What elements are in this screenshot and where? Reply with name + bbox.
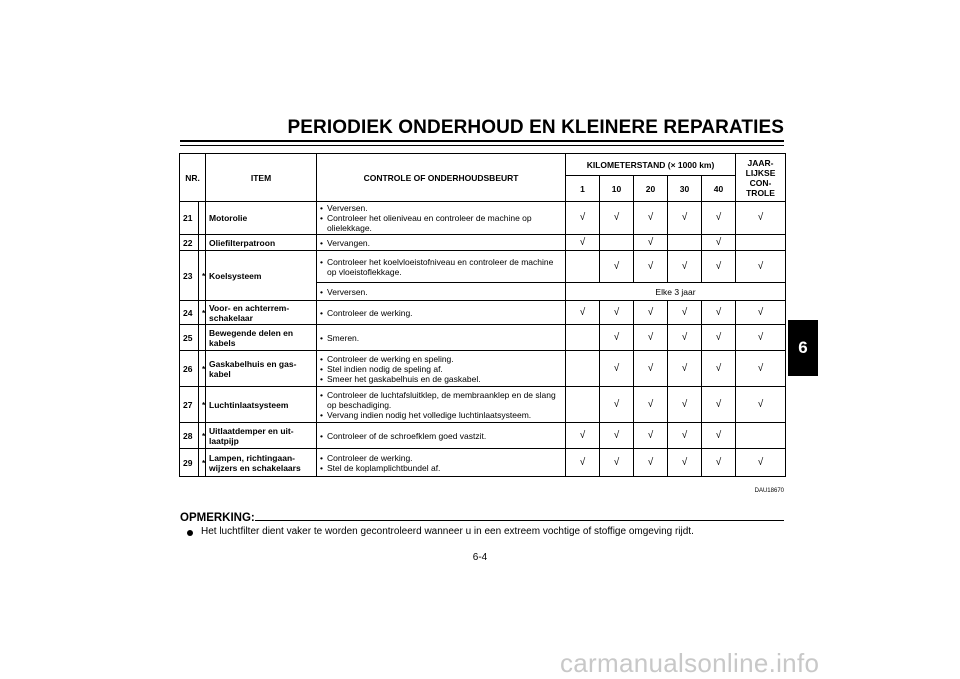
- check-cell-yearly: √: [736, 202, 786, 235]
- header-km-40: 40: [702, 176, 736, 202]
- row-operations: [317, 325, 566, 351]
- row-operations: [317, 301, 566, 325]
- check-cell-km-20: √: [634, 351, 668, 387]
- check-cell-km-1: [566, 325, 600, 351]
- row-item: Luchtinlaatsysteem: [206, 387, 317, 423]
- check-cell-km-1: √: [566, 202, 600, 235]
- row-operations: [317, 351, 566, 387]
- check-cell-km-20: √: [634, 235, 668, 251]
- operations-list: [320, 238, 562, 248]
- check-cell-km-40: √: [702, 251, 736, 283]
- check-cell-km-20: √: [634, 423, 668, 449]
- check-cell-km-40: √: [702, 235, 736, 251]
- row-number: 27: [180, 387, 199, 423]
- row-item: Motorolie: [206, 202, 317, 235]
- check-cell-km-30: √: [668, 202, 702, 235]
- row-item: Gaskabelhuis en gas-kabel: [206, 351, 317, 387]
- check-cell-km-30: √: [668, 423, 702, 449]
- check-cell-km-10: √: [600, 301, 634, 325]
- row-operations: [317, 202, 566, 235]
- row-dealer-mark: *: [199, 301, 206, 325]
- check-cell-km-40: √: [702, 423, 736, 449]
- row-number: 22: [180, 235, 199, 251]
- header-control: CONTROLE OF ONDERHOUDSBEURT: [317, 154, 566, 202]
- check-cell-km-40: √: [702, 325, 736, 351]
- row-number: 29: [180, 449, 199, 477]
- check-cell-yearly: √: [736, 251, 786, 283]
- check-cell-km-20: √: [634, 449, 668, 477]
- table-row: [180, 301, 786, 325]
- operation-item: • Smeren.: [320, 333, 562, 343]
- operations-list: [320, 308, 562, 318]
- check-cell-km-20: √: [634, 251, 668, 283]
- check-cell-km-10: √: [600, 449, 634, 477]
- row-number: 25: [180, 325, 199, 351]
- check-cell-km-20: √: [634, 202, 668, 235]
- row-item: Voor- en achterrem-schakelaar: [206, 301, 317, 325]
- row-operations: [317, 423, 566, 449]
- check-cell-km-30: √: [668, 449, 702, 477]
- note-text: Het luchtfilter dient vaker te worden gecontroleerd wanneer u in een extreem vochtige of stoffige omgeving rijdt.: [201, 526, 694, 537]
- row-dealer-mark: *: [199, 351, 206, 387]
- check-cell-km-40: √: [702, 301, 736, 325]
- row-dealer-mark: [199, 325, 206, 351]
- check-cell-yearly: √: [736, 301, 786, 325]
- header-yearly: JAAR- LIJKSE CON- TROLE: [736, 154, 786, 202]
- header-km-1: 1: [566, 176, 600, 202]
- check-cell-km-30: √: [668, 251, 702, 283]
- operations-list: [320, 257, 562, 277]
- operations-list: [320, 431, 562, 441]
- header-nr: NR.: [180, 154, 206, 202]
- table-row: [180, 251, 786, 283]
- row-operations: [317, 251, 566, 283]
- header-item: ITEM: [206, 154, 317, 202]
- row-item: Koelsysteem: [206, 251, 317, 301]
- row-dealer-mark: [199, 202, 206, 235]
- check-cell-km-1: √: [566, 423, 600, 449]
- row-number: 26: [180, 351, 199, 387]
- operation-item: • Controleer de werking en speling.: [320, 354, 562, 364]
- check-cell-km-1: [566, 251, 600, 283]
- row-item: Oliefilterpatroon: [206, 235, 317, 251]
- check-cell-yearly: [736, 235, 786, 251]
- row-dealer-mark: *: [199, 423, 206, 449]
- check-cell-km-10: √: [600, 251, 634, 283]
- row-operations: [317, 235, 566, 251]
- operation-item: • Smeer het gaskabelhuis en de gaskabel.: [320, 374, 562, 384]
- row-operations: [317, 283, 566, 301]
- row-item: Uitlaatdemper en uit-laatpijp: [206, 423, 317, 449]
- row-number: 21: [180, 202, 199, 235]
- row-dealer-mark: *: [199, 251, 206, 301]
- row-dealer-mark: *: [199, 449, 206, 477]
- table-row: [180, 202, 786, 235]
- check-cell-km-30: √: [668, 325, 702, 351]
- check-cell-km-10: √: [600, 202, 634, 235]
- operation-item: • Controleer de werking.: [320, 453, 562, 463]
- page-title: PERIODIEK ONDERHOUD EN KLEINERE REPARATIES: [287, 117, 784, 138]
- table-row: [180, 449, 786, 477]
- title-rule: [180, 140, 784, 146]
- check-cell-km-30: √: [668, 301, 702, 325]
- operation-item: • Controleer of de schroefklem goed vastzit.: [320, 431, 562, 441]
- row-item: Lampen, richtingaan-wijzers en schakelaars: [206, 449, 317, 477]
- bullet-icon: [187, 530, 193, 536]
- check-cell-km-40: √: [702, 202, 736, 235]
- operation-item: • Verversen.: [320, 203, 562, 213]
- operation-item: • Vervang indien nodig het volledige luchtinlaatsysteem.: [320, 410, 562, 420]
- page-number: 6-4: [472, 552, 488, 563]
- operation-item: • Stel de koplamplichtbundel af.: [320, 463, 562, 473]
- watermark[interactable]: carmanualsonline.info: [560, 648, 820, 678]
- check-cell-km-1: [566, 351, 600, 387]
- check-cell-km-30: √: [668, 387, 702, 423]
- operation-item: • Controleer de luchtafsluitklep, de membraanklep en de slang op beschadiging.: [320, 390, 562, 410]
- table-row: [180, 387, 786, 423]
- check-cell-km-10: √: [600, 351, 634, 387]
- operation-item: • Verversen.: [320, 287, 562, 297]
- operations-list: [320, 453, 562, 473]
- operation-item: • Controleer de werking.: [320, 308, 562, 318]
- maintenance-table: [179, 153, 786, 477]
- operations-list: [320, 354, 562, 384]
- check-cell-km-1: √: [566, 301, 600, 325]
- header-km-30: 30: [668, 176, 702, 202]
- operations-list: [320, 203, 562, 233]
- row-operations: [317, 449, 566, 477]
- operations-list: [320, 333, 562, 343]
- operation-item: • Stel indien nodig de speling af.: [320, 364, 562, 374]
- table-row: [180, 235, 786, 251]
- table-row: [180, 423, 786, 449]
- check-cell-km-1: √: [566, 449, 600, 477]
- operation-item: • Controleer het koelvloeistofniveau en controleer de machine op vloeistoflekkage.: [320, 257, 562, 277]
- table-row: [180, 325, 786, 351]
- check-cell-km-20: √: [634, 387, 668, 423]
- check-cell-km-20: √: [634, 325, 668, 351]
- check-cell-km-30: [668, 235, 702, 251]
- row-dealer-mark: *: [199, 387, 206, 423]
- check-cell-km-10: √: [600, 325, 634, 351]
- document-code: DAU18670: [754, 488, 784, 494]
- table-row: [180, 351, 786, 387]
- note-heading: OPMERKING:: [180, 512, 255, 524]
- check-cell-km-40: √: [702, 387, 736, 423]
- check-cell-yearly: [736, 423, 786, 449]
- row-dealer-mark: [199, 235, 206, 251]
- row-number: 23: [180, 251, 199, 301]
- row-number: 28: [180, 423, 199, 449]
- operation-item: • Controleer het olieniveau en controleer de machine op olielekkage.: [320, 213, 562, 233]
- check-cell-yearly: √: [736, 325, 786, 351]
- interval-span-cell: Elke 3 jaar: [566, 283, 786, 301]
- chapter-tab[interactable]: 6: [788, 320, 818, 376]
- header-km-group: KILOMETERSTAND (× 1000 km): [566, 154, 736, 176]
- row-operations: [317, 387, 566, 423]
- check-cell-yearly: √: [736, 449, 786, 477]
- check-cell-yearly: √: [736, 387, 786, 423]
- check-cell-km-10: √: [600, 387, 634, 423]
- operations-list: [320, 287, 562, 297]
- header-km-10: 10: [600, 176, 634, 202]
- check-cell-km-10: [600, 235, 634, 251]
- check-cell-km-40: √: [702, 351, 736, 387]
- check-cell-km-40: √: [702, 449, 736, 477]
- check-cell-km-10: √: [600, 423, 634, 449]
- check-cell-km-30: √: [668, 351, 702, 387]
- operation-item: • Vervangen.: [320, 238, 562, 248]
- operations-list: [320, 390, 562, 420]
- row-number: 24: [180, 301, 199, 325]
- header-km-20: 20: [634, 176, 668, 202]
- check-cell-km-1: [566, 387, 600, 423]
- check-cell-km-1: √: [566, 235, 600, 251]
- note-rule: [255, 520, 784, 521]
- row-item: Bewegende delen en kabels: [206, 325, 317, 351]
- check-cell-km-20: √: [634, 301, 668, 325]
- check-cell-yearly: √: [736, 351, 786, 387]
